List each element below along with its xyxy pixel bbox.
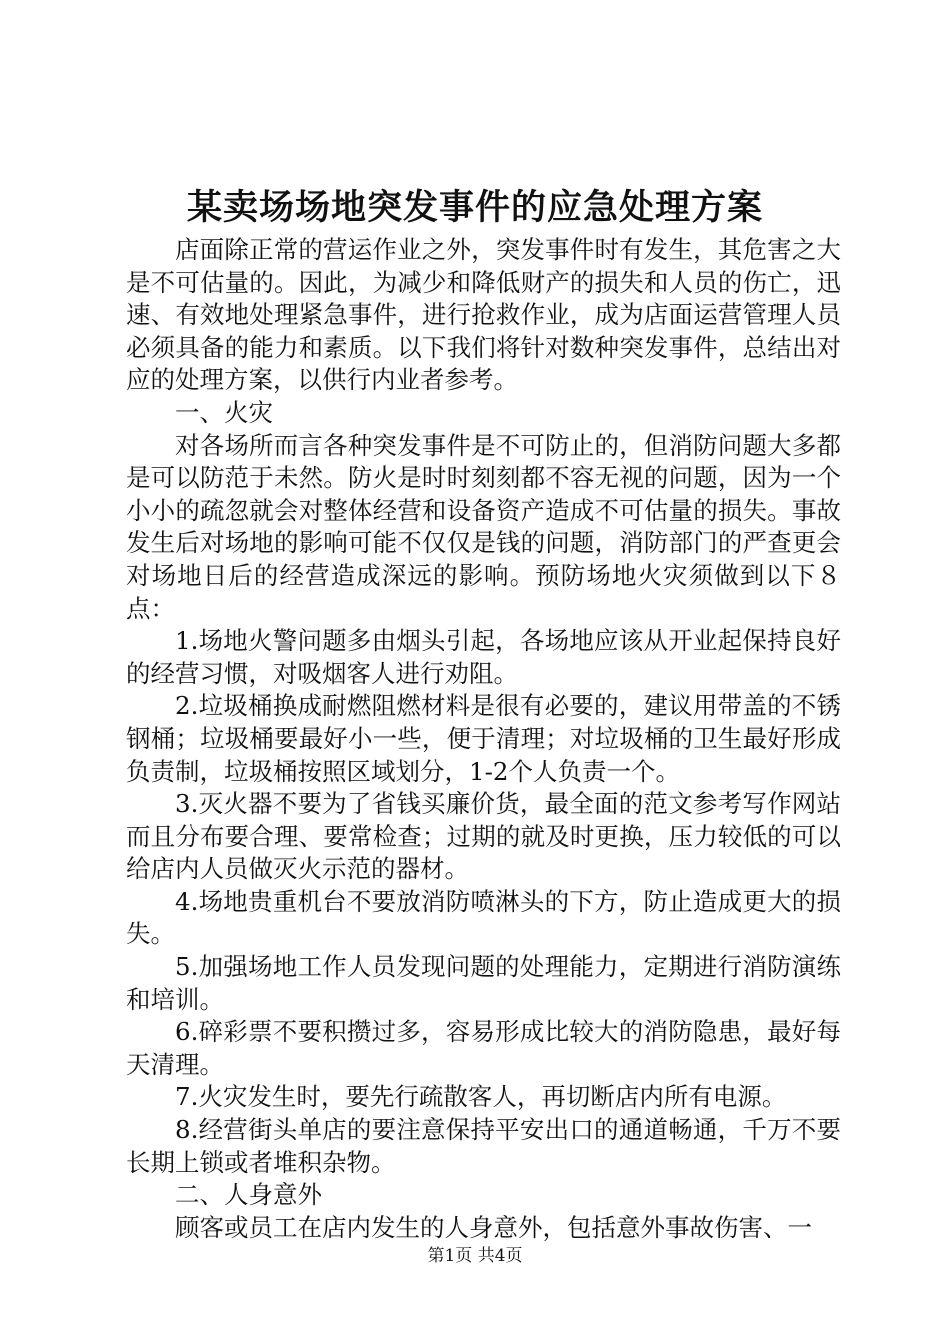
list-item: 4.场地贵重机台不要放消防喷淋头的下方，防止造成更大的损失。 (126, 886, 841, 949)
page-title: 某卖场场地突发事件的应急处理方案 (186, 187, 763, 228)
list-item: 2.垃圾桶换成耐燃阻燃材料是很有必要的，建议用带盖的不锈钢桶；垃圾桶要最好小一些，便于清理；对垃圾桶的卫生最好形成负责制，垃圾桶按照区域划分，1-2个人负责一个。 (126, 691, 841, 786)
section-heading-fire: 一、火灾 (175, 397, 273, 427)
page-footer: 第1页 共4页 (427, 1246, 523, 1266)
intro-paragraph: 店面除正常的营运作业之外，突发事件时有发生，其危害之大是不可估量的。因此，为减少和降低财产的损失和人员的伤亡，迅速、有效地处理紧急事件，进行抢救作业，成为店面运营管理人员必须具备的能力和素质。以下我们将针对数种突发事件，总结出对应的处理方案，以供行内业者参考。 (126, 235, 841, 395)
list-item: 6.碎彩票不要积攒过多，容易形成比较大的消防隐患，最好每天清理。 (126, 1017, 841, 1079)
injury-paragraph: 顾客或员工在店内发生的人身意外，包括意外事故伤害、一 (175, 1212, 812, 1242)
list-item: 1.场地火警问题多由烟头引起，各场地应该从开业起保持良好的经营习惯，对吸烟客人进行劝阻。 (126, 626, 841, 688)
list-item: 8.经营街头单店的要注意保持平安出口的通道畅通，千万不要长期上锁或者堆积杂物。 (126, 1115, 841, 1177)
list-item: 5.加强场地工作人员发现问题的处理能力，定期进行消防演练和培训。 (126, 952, 841, 1014)
section-heading-injury: 二、人身意外 (175, 1180, 322, 1210)
list-item: 3.灭火器不要为了省钱买廉价货，最全面的范文参考写作网站而且分布要合理、要常检查；过期的就及时更换，压力较低的可以给店内人员做灭火示范的器材。 (126, 789, 841, 884)
list-item: 7.火灾发生时，要先行疏散客人，再切断店内所有电源。 (175, 1082, 787, 1112)
document-body (126, 234, 841, 1244)
fire-paragraph: 对各场所而言各种突发事件是不可防止的，但消防问题大多都是可以防范于未然。防火是时时刻刻都不容无视的问题，因为一个小小的疏忽就会对整体经营和设备资产造成不可估量的损失。事故发生后对场地的影响可能不仅仅是钱的问题，消防部门的严查更会对场地日后的经营造成深远的影响。预防场地火灾须做到以下８点： (126, 430, 841, 623)
